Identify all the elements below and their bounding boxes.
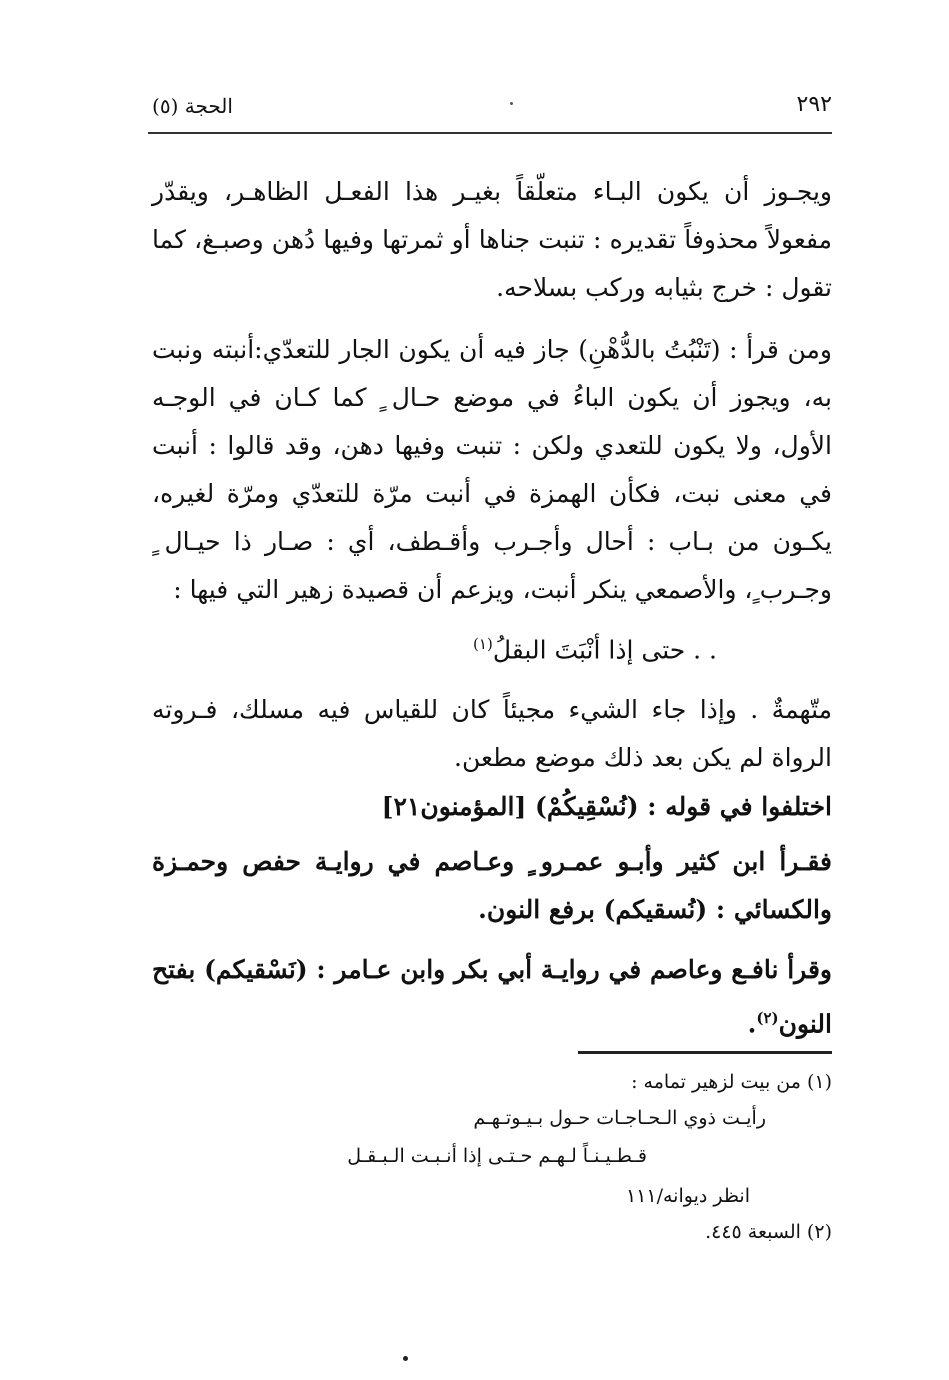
section-heading: اختلفوا في قوله : (نُسْقِيكُمْ) [المؤمنون٢١] [381,792,832,821]
footnote-ref-2: (٢) [756,1009,779,1027]
paragraph-5-text: وقرأ نافـع وعاصم في روايـة أبي بكر وابن عـامر : (نَسْقيكم) بفتح النون [152,955,832,1039]
footnote-ref-1: (١) [473,635,493,653]
bottom-mark [403,1356,408,1361]
footnote-1-verse-second-half: قـطـيـنـاً لـهـم حـتـى إذا أنـبـت الـبـقـل [347,1145,647,1167]
paragraph-1: ويجـوز أن يكون البـاء متعلّقاً بغيـر هذا الفعـل الظاهـر، ويقدّر مفعولاً محذوفاً تقديره : تنبت جناها أو ثمرتها وفيها دُهن وصبـغ، كما تقول : خرج بثيابه وركب بسلاحه. [152,177,832,302]
paragraph-3: متّهمةٌ . وإذا جاء الشيء مجيئاً كان للقياس فيه مسلك، فـروته الرواة لم يكن بعد ذلك موضع مطعن. [152,695,832,772]
paragraph-5 [152,946,832,1048]
header-rule [148,132,832,134]
paragraph-5-end: . [747,1009,757,1039]
paragraph-2: ومن قرأ : (تَنْبُتُ بالدُّهْنِ) جاز فيه أن يكون الجار للتعدّي:أنبته ونبت به، ويجوز أن يكون الباءُ في موضع حـال ٍ كما كـان في الوجـه الأول، ولا يكون للتعدي ولكن : تنبت وفيها دهن، وقد قالوا : أنبت في معنى نبت، فكأن الهمزة في أنبت مرّة للتعدّي ومرّة لغيره، يكـون من بـاب : أحال وأجـرب وأقـطف، أي : صـار ذا حيـال ٍ وجـرب ٍ، والأصمعي ينكر أنبت، ويزعم أن قصيدة زهير التي فيها : [152,335,832,604]
verse-quote [473,624,717,670]
header-dot [510,102,513,105]
running-title: الحجة (٥) [152,94,233,118]
page-number: ٢٩٢ [796,92,832,117]
footnote-1-source: انظر ديوانه/١١١ [625,1185,750,1207]
paragraph-4: فقـرأ ابن كثير وأبـو عمـرو ٍ وعـاصم في روايـة حفص وحمـزة والكسائي : (نُسقيكم) برفع النون. [152,847,832,924]
footnote-2: (٢) السبعة ٤٤٥. [705,1221,832,1243]
page-header [152,92,832,128]
footnote-rule [578,1051,832,1054]
verse-text: . . حتى إذا أنْبَتَ البقلُ [492,635,717,665]
footnote-1: (١) من بيت لزهير تمامه : [631,1071,832,1093]
footnote-1-verse-first-half: رأيـت ذوي الـحـاجـات حـول بـيـوتـهـم [473,1107,766,1129]
